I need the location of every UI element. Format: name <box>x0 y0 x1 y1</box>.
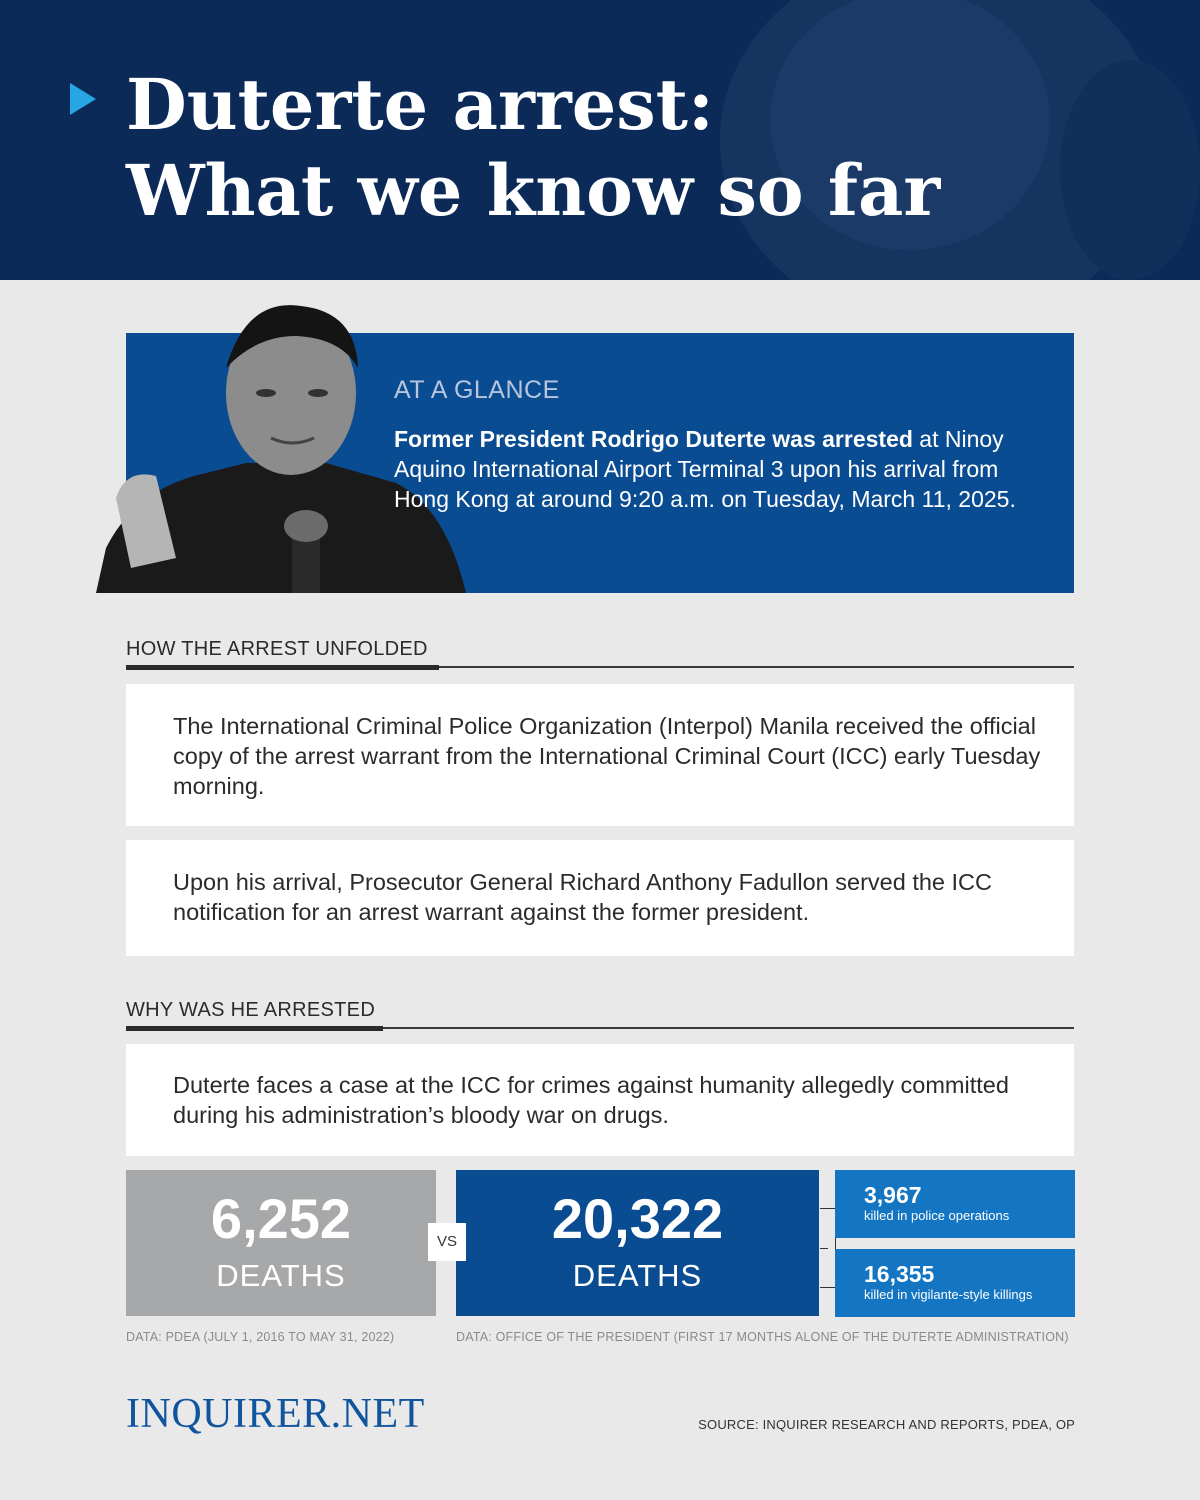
breakdown-bracket-tick <box>820 1248 828 1249</box>
play-triangle-icon <box>70 83 96 115</box>
info-card-text: Duterte faces a case at the ICC for crimes against humanity allegedly committed during his administration’s bloody war on drugs. <box>173 1072 1009 1128</box>
pdea-deaths-stat <box>126 1170 436 1316</box>
stat-unit: DEATHS <box>216 1258 346 1293</box>
section-heading-label: WHY WAS HE ARRESTED <box>126 999 376 1021</box>
at-a-glance-label: AT A GLANCE <box>394 376 560 404</box>
inquirer-logo: INQUIRER.NET <box>126 1391 425 1437</box>
section-heading-why <box>126 997 1074 1029</box>
breakdown-number: 16,355 <box>864 1261 935 1287</box>
header-banner <box>0 0 1200 280</box>
stat-number: 20,322 <box>551 1187 724 1250</box>
breakdown-police-operations <box>835 1170 1075 1238</box>
breakdown-label: killed in police operations <box>864 1208 1010 1223</box>
page-title <box>126 62 1126 234</box>
section-heading-label: HOW THE ARREST UNFOLDED <box>126 638 428 660</box>
breakdown-vigilante-killings <box>835 1249 1075 1317</box>
info-card-text: The International Criminal Police Organization (Interpol) Manila received the official copy of the arrest warrant from the International Criminal Court (ICC) early Tuesday morning. <box>173 713 1041 799</box>
op-data-note: DATA: OFFICE OF THE PRESIDENT (FIRST 17 MONTHS ALONE OF THE DUTERTE ADMINISTRATION) <box>456 1330 1069 1344</box>
pdea-data-note: DATA: PDEA (JULY 1, 2016 TO MAY 31, 2022) <box>126 1330 395 1344</box>
section-heading-unfolded <box>126 636 1074 668</box>
op-deaths-stat <box>456 1170 819 1316</box>
info-card <box>126 1044 1074 1156</box>
info-card-text: Upon his arrival, Prosecutor General Richard Anthony Fadullon served the ICC notification for an arrest warrant against the former president. <box>173 869 992 925</box>
title-line-1: Duterte arrest: <box>126 63 714 146</box>
stat-unit: DEATHS <box>572 1258 703 1293</box>
breakdown-number: 3,967 <box>864 1182 922 1208</box>
glance-text-bold: Former President Rodrigo Duterte was arrested <box>394 426 913 452</box>
at-a-glance-text <box>394 424 1034 514</box>
info-card <box>126 840 1074 956</box>
vs-badge: VS <box>428 1223 466 1261</box>
section-heading-underline <box>126 665 439 670</box>
source-note: SOURCE: INQUIRER RESEARCH AND REPORTS, PDEA, OP <box>698 1417 1075 1432</box>
glance-text-rest: at Ninoy Aquino International Airport Terminal 3 upon his arrival from Hong Kong at around 9:20 a.m. on Tuesday, March 11, 2025. <box>394 426 1016 512</box>
info-card <box>126 684 1074 826</box>
breakdown-label: killed in vigilante-style killings <box>864 1287 1033 1302</box>
title-line-2: What we know so far <box>126 149 941 232</box>
stat-number: 6,252 <box>210 1187 352 1250</box>
section-heading-underline <box>126 1026 383 1031</box>
